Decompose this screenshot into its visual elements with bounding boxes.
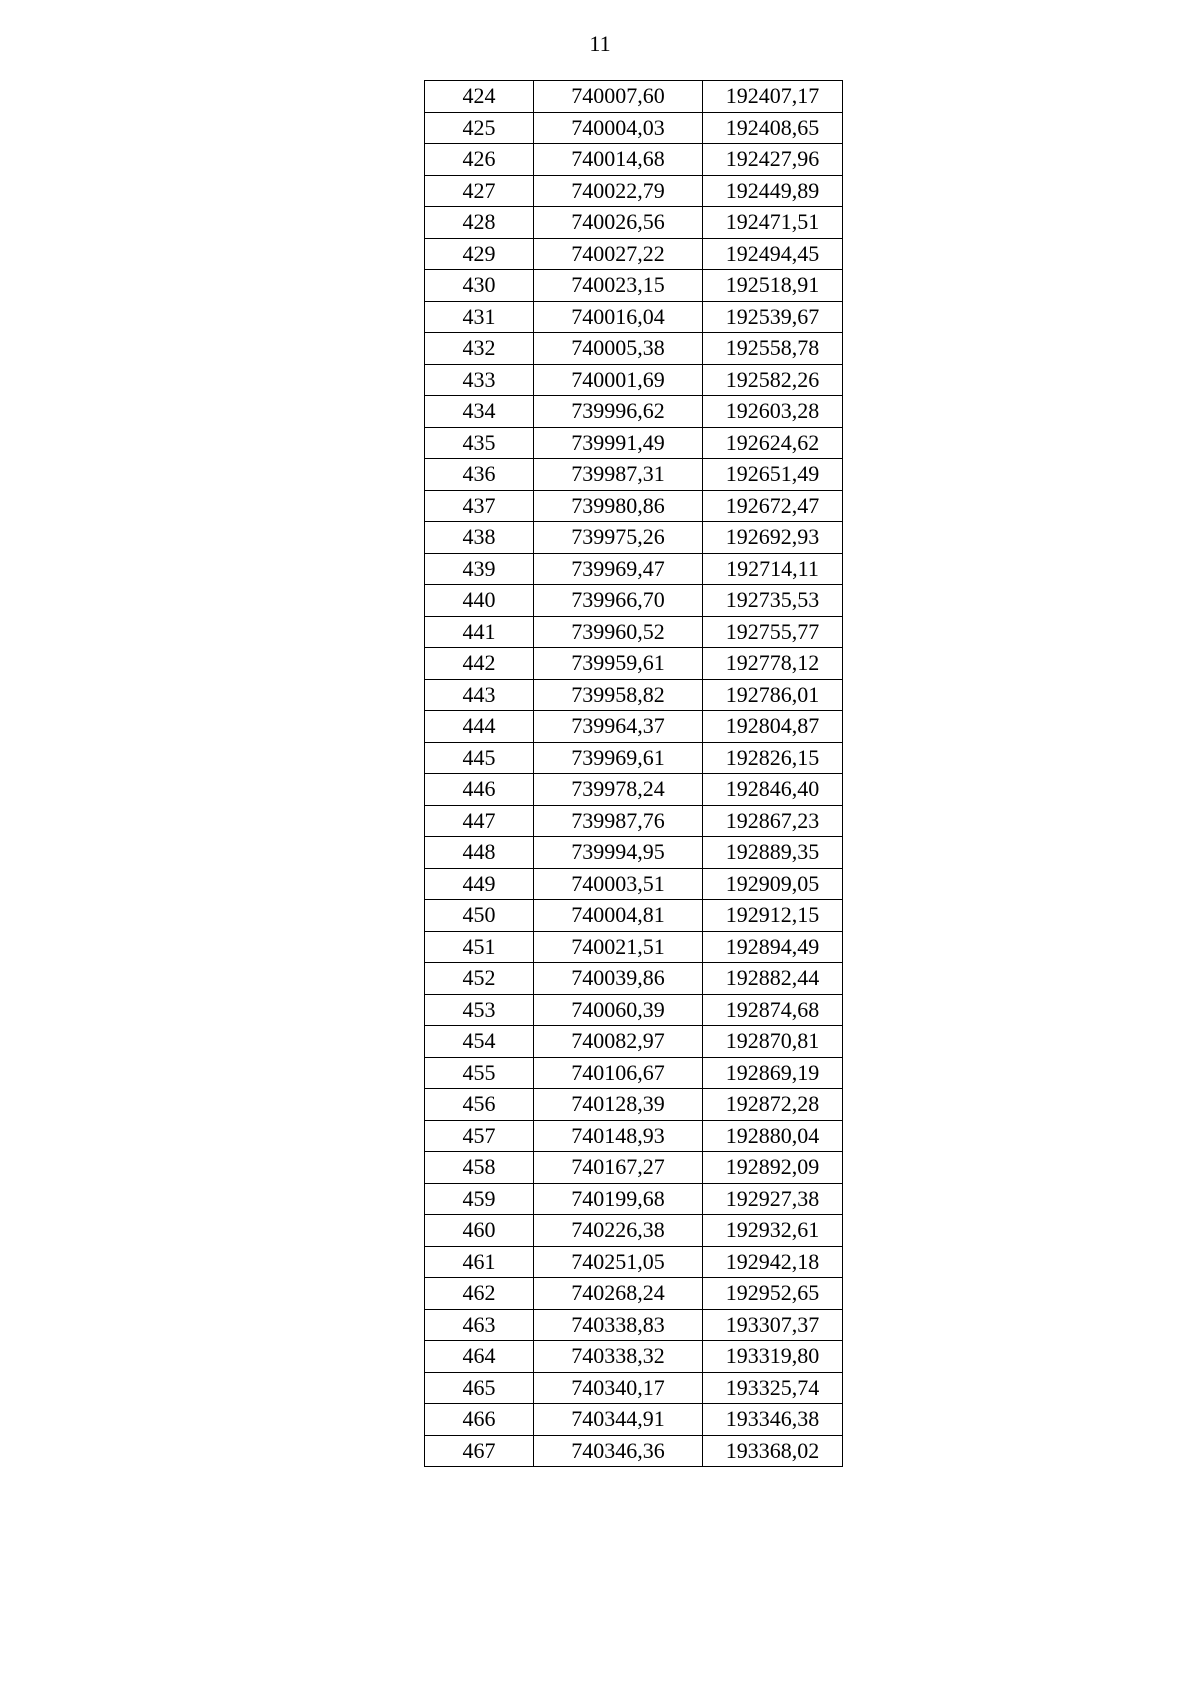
table-row — [425, 585, 843, 617]
point-number-cell: 460 — [425, 1215, 534, 1247]
y-coordinate-cell: 192952,65 — [703, 1278, 843, 1310]
x-coordinate-cell: 740344,91 — [534, 1404, 703, 1436]
y-coordinate-cell: 192518,91 — [703, 270, 843, 302]
point-number-cell: 437 — [425, 490, 534, 522]
point-number-cell: 433 — [425, 364, 534, 396]
table-row — [425, 900, 843, 932]
point-number-cell: 425 — [425, 112, 534, 144]
point-number-cell: 427 — [425, 175, 534, 207]
point-number-cell: 426 — [425, 144, 534, 176]
x-coordinate-cell: 740016,04 — [534, 301, 703, 333]
y-coordinate-cell: 192778,12 — [703, 648, 843, 680]
table-row — [425, 931, 843, 963]
x-coordinate-cell: 739964,37 — [534, 711, 703, 743]
table-row — [425, 1026, 843, 1058]
point-number-cell: 449 — [425, 868, 534, 900]
x-coordinate-cell: 740199,68 — [534, 1183, 703, 1215]
x-coordinate-cell: 740026,56 — [534, 207, 703, 239]
table-row — [425, 1057, 843, 1089]
y-coordinate-cell: 192889,35 — [703, 837, 843, 869]
point-number-cell: 444 — [425, 711, 534, 743]
table-row — [425, 742, 843, 774]
table-row — [425, 837, 843, 869]
y-coordinate-cell: 192558,78 — [703, 333, 843, 365]
point-number-cell: 446 — [425, 774, 534, 806]
point-number-cell: 450 — [425, 900, 534, 932]
x-coordinate-cell: 739959,61 — [534, 648, 703, 680]
x-coordinate-cell: 740023,15 — [534, 270, 703, 302]
table-row — [425, 1215, 843, 1247]
point-number-cell: 452 — [425, 963, 534, 995]
point-number-cell: 429 — [425, 238, 534, 270]
y-coordinate-cell: 192582,26 — [703, 364, 843, 396]
x-coordinate-cell: 740004,81 — [534, 900, 703, 932]
point-number-cell: 461 — [425, 1246, 534, 1278]
table-row — [425, 648, 843, 680]
y-coordinate-cell: 192624,62 — [703, 427, 843, 459]
y-coordinate-cell: 192870,81 — [703, 1026, 843, 1058]
x-coordinate-cell: 739960,52 — [534, 616, 703, 648]
x-coordinate-cell: 739987,76 — [534, 805, 703, 837]
table-row — [425, 1278, 843, 1310]
table-row — [425, 333, 843, 365]
x-coordinate-cell: 740148,93 — [534, 1120, 703, 1152]
y-coordinate-cell: 192603,28 — [703, 396, 843, 428]
point-number-cell: 465 — [425, 1372, 534, 1404]
y-coordinate-cell: 192882,44 — [703, 963, 843, 995]
table-row — [425, 679, 843, 711]
y-coordinate-cell: 192692,93 — [703, 522, 843, 554]
x-coordinate-cell: 740007,60 — [534, 81, 703, 113]
table-row — [425, 553, 843, 585]
x-coordinate-cell: 740014,68 — [534, 144, 703, 176]
y-coordinate-cell: 193346,38 — [703, 1404, 843, 1436]
table-row — [425, 868, 843, 900]
x-coordinate-cell: 739994,95 — [534, 837, 703, 869]
point-number-cell: 438 — [425, 522, 534, 554]
table-row — [425, 396, 843, 428]
y-coordinate-cell: 192872,28 — [703, 1089, 843, 1121]
point-number-cell: 440 — [425, 585, 534, 617]
y-coordinate-cell: 193319,80 — [703, 1341, 843, 1373]
y-coordinate-cell: 192894,49 — [703, 931, 843, 963]
y-coordinate-cell: 192755,77 — [703, 616, 843, 648]
y-coordinate-cell: 192786,01 — [703, 679, 843, 711]
table-row — [425, 994, 843, 1026]
point-number-cell: 428 — [425, 207, 534, 239]
point-number-cell: 442 — [425, 648, 534, 680]
y-coordinate-cell: 192427,96 — [703, 144, 843, 176]
y-coordinate-cell: 192735,53 — [703, 585, 843, 617]
y-coordinate-cell: 192932,61 — [703, 1215, 843, 1247]
x-coordinate-cell: 739975,26 — [534, 522, 703, 554]
x-coordinate-cell: 739987,31 — [534, 459, 703, 491]
point-number-cell: 453 — [425, 994, 534, 1026]
y-coordinate-cell: 192942,18 — [703, 1246, 843, 1278]
x-coordinate-cell: 739980,86 — [534, 490, 703, 522]
y-coordinate-cell: 192471,51 — [703, 207, 843, 239]
y-coordinate-cell: 192892,09 — [703, 1152, 843, 1184]
table-row — [425, 364, 843, 396]
point-number-cell: 458 — [425, 1152, 534, 1184]
y-coordinate-cell: 192826,15 — [703, 742, 843, 774]
x-coordinate-cell: 740027,22 — [534, 238, 703, 270]
table-row — [425, 1435, 843, 1467]
point-number-cell: 456 — [425, 1089, 534, 1121]
y-coordinate-cell: 192449,89 — [703, 175, 843, 207]
table-row — [425, 1404, 843, 1436]
y-coordinate-cell: 192912,15 — [703, 900, 843, 932]
page-number: 11 — [589, 31, 611, 56]
y-coordinate-cell: 192874,68 — [703, 994, 843, 1026]
y-coordinate-cell: 192494,45 — [703, 238, 843, 270]
x-coordinate-cell: 740338,32 — [534, 1341, 703, 1373]
table-row — [425, 175, 843, 207]
x-coordinate-cell: 740106,67 — [534, 1057, 703, 1089]
y-coordinate-cell: 192408,65 — [703, 112, 843, 144]
table-row — [425, 1309, 843, 1341]
x-coordinate-cell: 739996,62 — [534, 396, 703, 428]
point-number-cell: 462 — [425, 1278, 534, 1310]
y-coordinate-cell: 192927,38 — [703, 1183, 843, 1215]
table-row — [425, 427, 843, 459]
y-coordinate-cell: 192714,11 — [703, 553, 843, 585]
table-row — [425, 238, 843, 270]
x-coordinate-cell: 740082,97 — [534, 1026, 703, 1058]
y-coordinate-cell: 192869,19 — [703, 1057, 843, 1089]
table-row — [425, 301, 843, 333]
point-number-cell: 447 — [425, 805, 534, 837]
point-number-cell: 424 — [425, 81, 534, 113]
point-number-cell: 466 — [425, 1404, 534, 1436]
y-coordinate-cell: 193368,02 — [703, 1435, 843, 1467]
x-coordinate-cell: 740005,38 — [534, 333, 703, 365]
coordinates-table — [424, 80, 843, 1467]
table-row — [425, 144, 843, 176]
x-coordinate-cell: 740022,79 — [534, 175, 703, 207]
x-coordinate-cell: 740338,83 — [534, 1309, 703, 1341]
point-number-cell: 432 — [425, 333, 534, 365]
table-row — [425, 1089, 843, 1121]
table-row — [425, 112, 843, 144]
table-row — [425, 1372, 843, 1404]
point-number-cell: 434 — [425, 396, 534, 428]
y-coordinate-cell: 193307,37 — [703, 1309, 843, 1341]
x-coordinate-cell: 740346,36 — [534, 1435, 703, 1467]
x-coordinate-cell: 740226,38 — [534, 1215, 703, 1247]
x-coordinate-cell: 740001,69 — [534, 364, 703, 396]
table-row — [425, 1341, 843, 1373]
x-coordinate-cell: 740268,24 — [534, 1278, 703, 1310]
point-number-cell: 441 — [425, 616, 534, 648]
x-coordinate-cell: 740167,27 — [534, 1152, 703, 1184]
y-coordinate-cell: 192407,17 — [703, 81, 843, 113]
table-row — [425, 1246, 843, 1278]
point-number-cell: 454 — [425, 1026, 534, 1058]
table-row — [425, 81, 843, 113]
point-number-cell: 463 — [425, 1309, 534, 1341]
y-coordinate-cell: 192804,87 — [703, 711, 843, 743]
y-coordinate-cell: 193325,74 — [703, 1372, 843, 1404]
point-number-cell: 431 — [425, 301, 534, 333]
x-coordinate-cell: 740004,03 — [534, 112, 703, 144]
x-coordinate-cell: 740060,39 — [534, 994, 703, 1026]
table-row — [425, 616, 843, 648]
point-number-cell: 448 — [425, 837, 534, 869]
table-row — [425, 805, 843, 837]
x-coordinate-cell: 739969,47 — [534, 553, 703, 585]
y-coordinate-cell: 192867,23 — [703, 805, 843, 837]
x-coordinate-cell: 739958,82 — [534, 679, 703, 711]
x-coordinate-cell: 739991,49 — [534, 427, 703, 459]
y-coordinate-cell: 192880,04 — [703, 1120, 843, 1152]
x-coordinate-cell: 740003,51 — [534, 868, 703, 900]
point-number-cell: 457 — [425, 1120, 534, 1152]
x-coordinate-cell: 739966,70 — [534, 585, 703, 617]
x-coordinate-cell: 740128,39 — [534, 1089, 703, 1121]
table-row — [425, 459, 843, 491]
table-row — [425, 1152, 843, 1184]
table-row — [425, 711, 843, 743]
x-coordinate-cell: 740021,51 — [534, 931, 703, 963]
point-number-cell: 430 — [425, 270, 534, 302]
table-row — [425, 490, 843, 522]
x-coordinate-cell: 739978,24 — [534, 774, 703, 806]
table-row — [425, 774, 843, 806]
x-coordinate-cell: 740251,05 — [534, 1246, 703, 1278]
table-row — [425, 207, 843, 239]
y-coordinate-cell: 192846,40 — [703, 774, 843, 806]
y-coordinate-cell: 192672,47 — [703, 490, 843, 522]
table-row — [425, 963, 843, 995]
point-number-cell: 464 — [425, 1341, 534, 1373]
table-row — [425, 1120, 843, 1152]
point-number-cell: 459 — [425, 1183, 534, 1215]
table-row — [425, 1183, 843, 1215]
x-coordinate-cell: 740340,17 — [534, 1372, 703, 1404]
point-number-cell: 455 — [425, 1057, 534, 1089]
point-number-cell: 443 — [425, 679, 534, 711]
y-coordinate-cell: 192909,05 — [703, 868, 843, 900]
point-number-cell: 451 — [425, 931, 534, 963]
point-number-cell: 435 — [425, 427, 534, 459]
point-number-cell: 445 — [425, 742, 534, 774]
y-coordinate-cell: 192539,67 — [703, 301, 843, 333]
y-coordinate-cell: 192651,49 — [703, 459, 843, 491]
coordinates-table-body — [425, 81, 843, 1467]
point-number-cell: 439 — [425, 553, 534, 585]
x-coordinate-cell: 739969,61 — [534, 742, 703, 774]
point-number-cell: 467 — [425, 1435, 534, 1467]
table-row — [425, 270, 843, 302]
table-row — [425, 522, 843, 554]
x-coordinate-cell: 740039,86 — [534, 963, 703, 995]
point-number-cell: 436 — [425, 459, 534, 491]
